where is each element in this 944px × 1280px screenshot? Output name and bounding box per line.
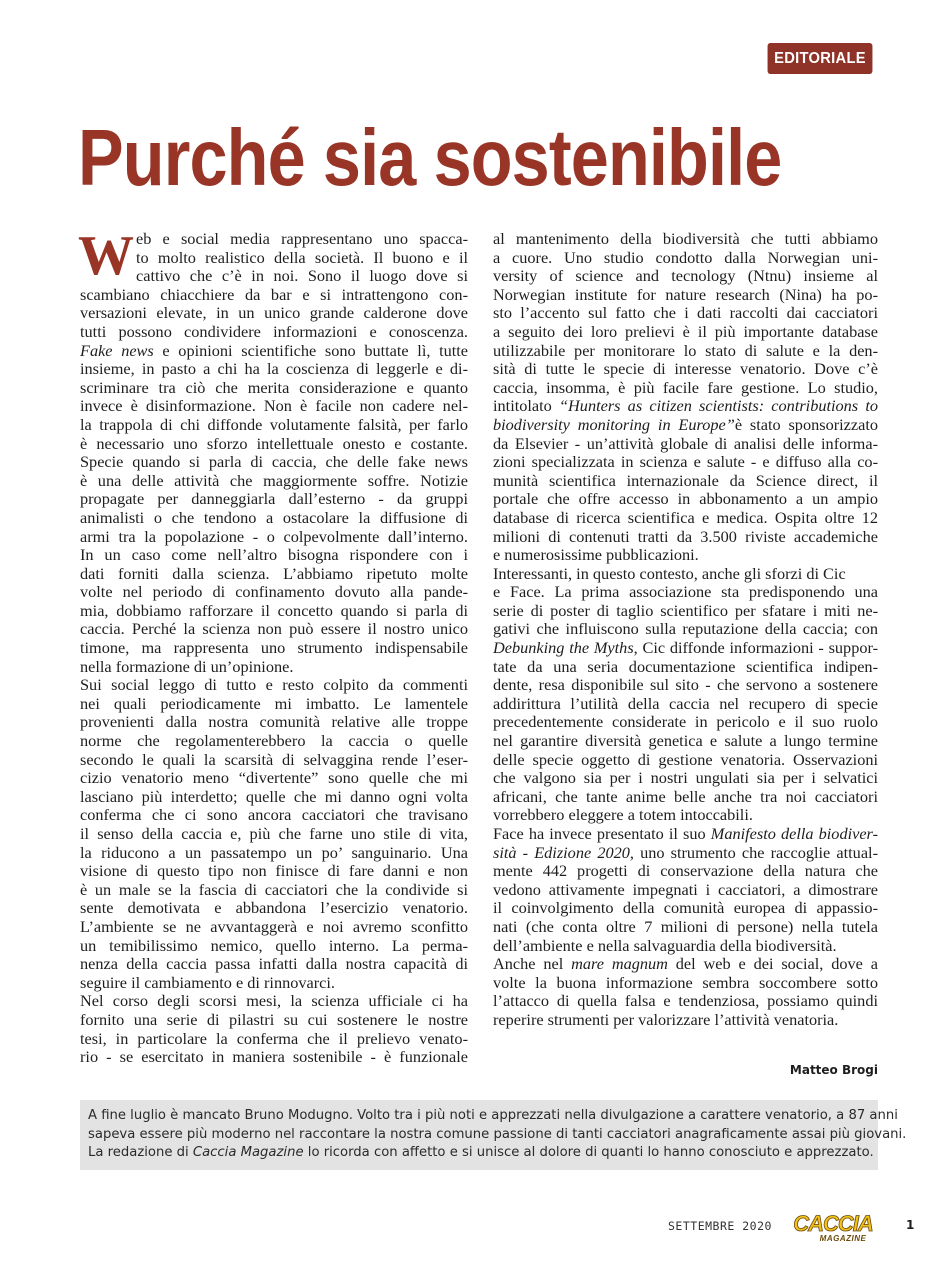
article-line: database di ricerca scientifica e medica. Ospita oltre 12 — [493, 507, 878, 527]
article-line: volte la buona informazione sembra soccombere sotto — [493, 972, 878, 992]
article-line: L’ambiente se ne avvantaggerà e noi avremo sconfitto — [80, 916, 468, 936]
article-line: africani, che tante anime belle anche tra noi cacciatori — [493, 786, 878, 806]
headline: Purché sia sostenibile — [78, 113, 782, 202]
article-line: Sui social leggo di tutto e resto colpito da commenti — [80, 675, 468, 695]
article-column-right — [493, 230, 878, 1030]
article-line: fornito una serie di pilastri su cui sostenere le nostre — [80, 1009, 468, 1029]
article-line: dati forniti dalla scienza. L’abbiamo ripetuto molte — [80, 563, 468, 583]
article-line: to molto realistico della società. Il buono e il — [136, 247, 468, 267]
page-number: 1 — [906, 1218, 915, 1232]
article-line: è necessario uno sforzo intellettuale onesto e costante. — [80, 433, 468, 453]
article-line: nei quali periodicamente mi imbatto. Le lamentele — [80, 693, 468, 713]
article-line: milioni di contenuti tratti da 3.500 riviste accademiche — [493, 526, 878, 546]
article-line: Interessanti, in questo contesto, anche gli sforzi di Cic — [493, 563, 846, 583]
article-line: armi tra la popolazione - o colpevolmente dall’interno. — [80, 526, 468, 546]
article-line: il senso della caccia e, più che farne uno stile di vita, — [80, 824, 468, 843]
article-line: la trappola di chi diffonde volutamente falsità, per farlo — [80, 414, 468, 434]
caccia-magazine-logo — [785, 1210, 881, 1244]
article-line: la riducono a un passatempo un po’ sanguinario. Una — [80, 842, 468, 862]
article-line: dente, resa disponibile sul sito - che servono a sostenere — [493, 675, 878, 695]
article-line: rio - se esercitato in maniera sostenibile - è funzionale — [80, 1047, 468, 1067]
article-line: vedono attivamente impegnati i cacciatori, a dimostrare — [493, 879, 878, 899]
article-line: zioni specializzata in scienza e salute - e diffuso alla co- — [493, 452, 878, 472]
article-line: scriminare tra ciò che merita considerazione e quanto — [80, 377, 468, 397]
article-line: serie di poster di taglio scientifico per sfatare i miti ne- — [493, 600, 878, 620]
article-line: e numerosissime pubblicazioni. — [493, 545, 699, 565]
article-line: sente demotivata e abbandona l’esercizio venatorio. — [80, 898, 468, 918]
article-line: tesi, in particolare la conferma che il prelievo venato- — [80, 1028, 468, 1048]
article-line: a cuore. Uno studio condotto dalla Norwegian uni- — [493, 247, 878, 267]
article-line: Fake news e opinioni scientifiche sono buttate lì, tutte — [80, 340, 469, 360]
article-line: scambiano chiacchiere da bar e si intrattengono con- — [80, 284, 468, 304]
article-line: volte nel periodo di confinamento dovuto alla pande- — [80, 582, 468, 602]
article-line: insieme, in pasto a chi ha la coscienza di leggerle e di- — [80, 359, 468, 379]
article-line: animalisti o che tendono a ostacolare la diffusione di — [80, 507, 468, 527]
section-label: EDITORIALE — [768, 43, 873, 74]
article-line: mente 442 progetti di conservazione della natura che — [493, 861, 878, 881]
article-line: nati (che conta oltre 7 milioni di persone) nella tutela — [493, 916, 878, 936]
article-line: munità scientifica internazionale da Science direct, il — [493, 470, 878, 490]
memorial-note — [80, 1100, 907, 1170]
article-line: gativi che influiscono sulla reputazione della caccia; con — [493, 619, 878, 639]
article-line: delle specie oggetto di gestione venatoria. Osservazioni — [493, 749, 878, 769]
article-line: Debunking the Myths, Cic diffonde informazioni - suppor- — [493, 638, 879, 658]
article-line: sto l’accento sul fatto che i dati raccolti dai cacciatori — [493, 303, 878, 323]
article-line: versity of science and tecnology (Ntnu) insieme al — [493, 266, 878, 286]
article-line: Specie quando si parla di caccia, che delle fake news — [80, 452, 468, 472]
article-line: sità di tutte le specie di interesse venatorio. Dove c’è — [493, 359, 878, 379]
article-line: secondo le quali la scarsità di selvaggina rende l’eser- — [80, 749, 468, 769]
logo-word-magazine: MAGAZINE — [819, 1234, 867, 1243]
article-line: Face ha invece presentato il suo Manifesto della biodiver- — [493, 824, 878, 843]
article-line: è una delle attività che maggiormente soffre. Notizie — [80, 470, 468, 490]
article-line: invece è disinformazione. Non è facile non cadere nel- — [80, 396, 468, 416]
article-line: e Face. La prima associazione sta predisponendo una — [493, 582, 878, 602]
article-line: intitolato “Hunters as citizen scientists: contributions to — [493, 396, 878, 416]
note-line: La redazione di Caccia Magazine lo ricorda con affetto e si unisce al dolore di quanti lo hanno conosciuto e apprezzato. — [88, 1145, 874, 1160]
article-line: un temibilissimo nemico, quello interno. La perma- — [80, 935, 468, 955]
article-line: il coinvolgimento della comunità europea di appassio- — [493, 898, 878, 918]
article-line: Norwegian institute for nature research (Nina) ha po- — [493, 284, 878, 304]
article-line: a seguito dei loro prelievi è il più importante database — [493, 321, 878, 341]
article-line: dell’ambiente e nella salvaguardia della biodiversità. — [493, 935, 837, 955]
article-line: sità - Edizione 2020, uno strumento che raccoglie attual- — [493, 842, 878, 862]
article-column-left — [78, 225, 469, 1067]
article-line: che valgono sia per i nostri ungulati sia per i selvatici — [493, 768, 878, 788]
note-line: A fine luglio è mancato Bruno Modugno. Volto tra i più noti e apprezzati nella divulgazione a carattere venatorio, a 87 anni — [88, 1108, 898, 1123]
author-signature: Matteo Brogi — [789, 1063, 878, 1077]
article-line: seguire il cambiamento e di rinnovarci. — [80, 972, 335, 992]
article-line: utilizzabile per monitorare lo stato di salute e la den- — [493, 340, 878, 360]
article-line: nel garantire diversità genetica e salute a lungo termine — [493, 731, 878, 751]
article-line: provenienti dalla nostra comunità relative alle troppe — [80, 712, 468, 732]
article-line: reperire strumenti per valorizzare l’attività venatoria. — [493, 1009, 839, 1029]
article-line: Nel corso degli scorsi mesi, la scienza ufficiale ci ha — [80, 991, 468, 1011]
article-line: lasciano più interdetto; quelle che mi danno ogni volta — [80, 786, 468, 806]
article-line: caccia, insomma, è più facile fare gestione. Lo studio, — [493, 377, 878, 397]
article-line: In un caso come nell’altro bisogna rispondere con i — [80, 545, 468, 565]
article-line: è un male se la fascia di cacciatori che la condivide si — [80, 879, 468, 899]
article-line: tutti possono condividere informazioni e conoscenza. — [80, 321, 468, 341]
article-line: l’attacco di quella falsa e tendenziosa, possiamo quindi — [493, 991, 878, 1011]
note-line: sapeva essere più moderno nel raccontare la nostra comune passione di tanti cacciatori anagraficamente assai più giovani. — [88, 1126, 907, 1142]
article-line: da Elsevier - un’attività globale di analisi delle informa- — [493, 433, 878, 453]
article-line: conferma che ci sono ancora cacciatori che travisano — [80, 805, 468, 825]
logo-word-caccia: CACCIA — [793, 1211, 873, 1236]
article-line: addirittura l’utilità della caccia nel recupero di specie — [493, 693, 878, 713]
drop-cap: W — [78, 225, 134, 287]
article-line: eb e social media rappresentano uno spacca- — [136, 229, 468, 248]
article-line: al mantenimento della biodiversità che tutti abbiamo — [493, 229, 878, 248]
article-line: nenza della caccia passa infatti dalla nostra capacità di — [80, 954, 468, 974]
article-line: visione di questo tipo non finisce di fare danni e non — [80, 861, 468, 881]
article-line: timone, ma rappresenta uno strumento indispensabile — [80, 638, 468, 658]
article-line: Anche nel mare magnum del web e dei social, dove a — [493, 954, 878, 974]
article-line: precedentemente considerate in pericolo e il suo ruolo — [493, 712, 878, 732]
article-line: propagate per danneggiarla dall’esterno - da gruppi — [80, 489, 468, 509]
article-line: versazioni elevate, in un unico grande calderone dove — [80, 303, 468, 323]
article-line: portale che offre accesso in abbonamento a un ampio — [493, 489, 878, 509]
article-line: tate da una seria documentazione scientifica indipen- — [493, 656, 878, 676]
article-line: cizio venatorio meno “divertente” sono quelle che mi — [80, 768, 468, 788]
article-line: nella formazione di un’opinione. — [80, 656, 294, 676]
article-line: caccia. Perché la scienza non può essere il nostro unico — [80, 619, 468, 639]
article-line: norme che regolamenterebbero la caccia o quelle — [80, 731, 468, 751]
article-line: vorrebbero eleggere a totem intoccabili. — [493, 805, 753, 825]
issue-date: SETTEMBRE 2020 — [668, 1219, 772, 1233]
article-line: biodiversity monitoring in Europe”è stato sponsorizzato — [493, 414, 878, 434]
article-line: cattivo che c’è in noi. Sono il luogo dove si — [136, 266, 468, 286]
article-line: mia, dobbiamo rafforzare il concetto quando si parla di — [80, 600, 468, 620]
